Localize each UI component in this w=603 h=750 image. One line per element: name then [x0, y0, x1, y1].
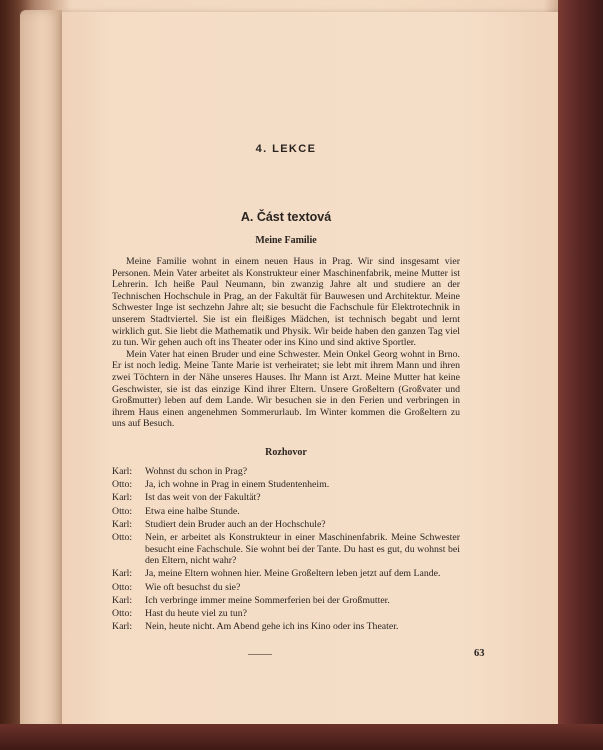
dialogue-line — [112, 532, 460, 567]
page-number: 63 — [474, 648, 485, 659]
speaker: Karl: — [112, 466, 133, 477]
dialogue-line — [112, 466, 460, 478]
speech: Wohnst du schon in Prag? — [145, 466, 248, 477]
reading-text — [112, 256, 460, 430]
text-title: Meine Familie — [255, 235, 317, 246]
speaker: Otto: — [112, 531, 133, 543]
speaker: Otto: — [112, 607, 133, 619]
speech: Ist das weit von der Fakultät? — [145, 492, 261, 504]
dialogue-line — [112, 621, 460, 633]
speech: Nein, heute nicht. Am Abend gehe ich ins Kino oder ins Theater. — [145, 621, 399, 633]
dialogue-line — [112, 595, 460, 607]
speech: Nein, er arbeitet als Konstrukteur in einer Maschinenfabrik. Meine Schwester besucht eine Fachschule. Sie wohnt bei der Tante. Du hast es gut, du wohnst bei den Eltern, nicht wahr? — [145, 531, 460, 567]
speech: Ja, ich wohne in Prag in einem Studentenheim. — [145, 479, 330, 491]
speaker: Karl: — [112, 568, 133, 580]
speech: Studiert dein Bruder auch an der Hochschule? — [145, 518, 326, 530]
paragraph: Mein Vater hat einen Bruder und eine Schwester. Mein Onkel Georg wohnt in Brno. Er ist noch ledig. Meine Tante Marie ist verheiratet; sie lebt mit ihrem Mann und ihren zwei Töchtern in der Nähe unseres Hauses. Ihr Mann ist Arzt. Meine Mutter hat keine Geschwister, sie ist das einzige Kind ihrer Eltern. Unsere Großeltern (Großvater und Großmutter) leben auf dem Lande. Wir besuchen sie in den Ferien und verbringen in ihrem Haus einen angenehmen Sommerurlaub. Im Winter kommen die Großeltern zu uns auf Besuch. — [112, 348, 460, 430]
dialogue-line — [112, 506, 460, 518]
dialogue — [112, 466, 460, 634]
footer-divider — [248, 654, 272, 655]
dialogue-line — [112, 608, 460, 620]
speaker: Karl: — [112, 594, 133, 606]
page-stack-edge — [20, 10, 62, 732]
speech: Hast du heute viel zu tun? — [145, 607, 248, 619]
speaker: Karl: — [112, 621, 133, 633]
dialogue-title: Rozhovor — [265, 447, 307, 458]
book-cover-bottom — [0, 724, 603, 750]
dialogue-line — [112, 568, 460, 580]
speaker: Otto: — [112, 479, 133, 491]
dialogue-line — [112, 492, 460, 504]
paragraph: Meine Familie wohnt in einem neuen Haus in Prag. Wir sind insgesamt vier Personen. Mein Vater arbeitet als Konstrukteur einer Maschinenfabrik, meine Mutter ist Lehrerin. Ich heiße Paul Neumann, bin zwanzig Jahre alt und studiere an der Technischen Hochschule in Prag, an der Fakultät für Bauwesen und Architektur. Meine Schwester Inge ist sechzehn Jahre alt; sie besucht die Fachschule für Elektrotechnik in unserem Stadtviertel. Sie ist ein fleißiges Mädchen, ist technisch begabt und lernt wirklich gut. Sie liebt die Mathematik und Physik. Wir beide haben den ganzen Tag viel zu tun. Wir gehen auch oft ins Theater oder ins Kino und sind aktive Sportler. — [112, 256, 460, 349]
speaker: Karl: — [112, 518, 133, 530]
speaker: Otto: — [112, 505, 133, 517]
speech: Ich verbringe immer meine Sommerferien bei der Großmutter. — [145, 594, 390, 606]
speech: Wie oft besuchst du sie? — [145, 581, 241, 593]
dialogue-line — [112, 582, 460, 594]
lesson-title: 4. LEKCE — [255, 143, 317, 155]
book-cover-right — [558, 0, 603, 750]
speaker: Karl: — [112, 492, 133, 504]
dialogue-line — [112, 479, 460, 491]
dialogue-line — [112, 519, 460, 531]
speech: Etwa eine halbe Stunde. — [145, 505, 240, 517]
speech: Ja, meine Eltern wohnen hier. Meine Großeltern leben jetzt auf dem Lande. — [145, 568, 441, 580]
speaker: Otto: — [112, 581, 133, 593]
section-title: A. Část textová — [240, 210, 332, 224]
